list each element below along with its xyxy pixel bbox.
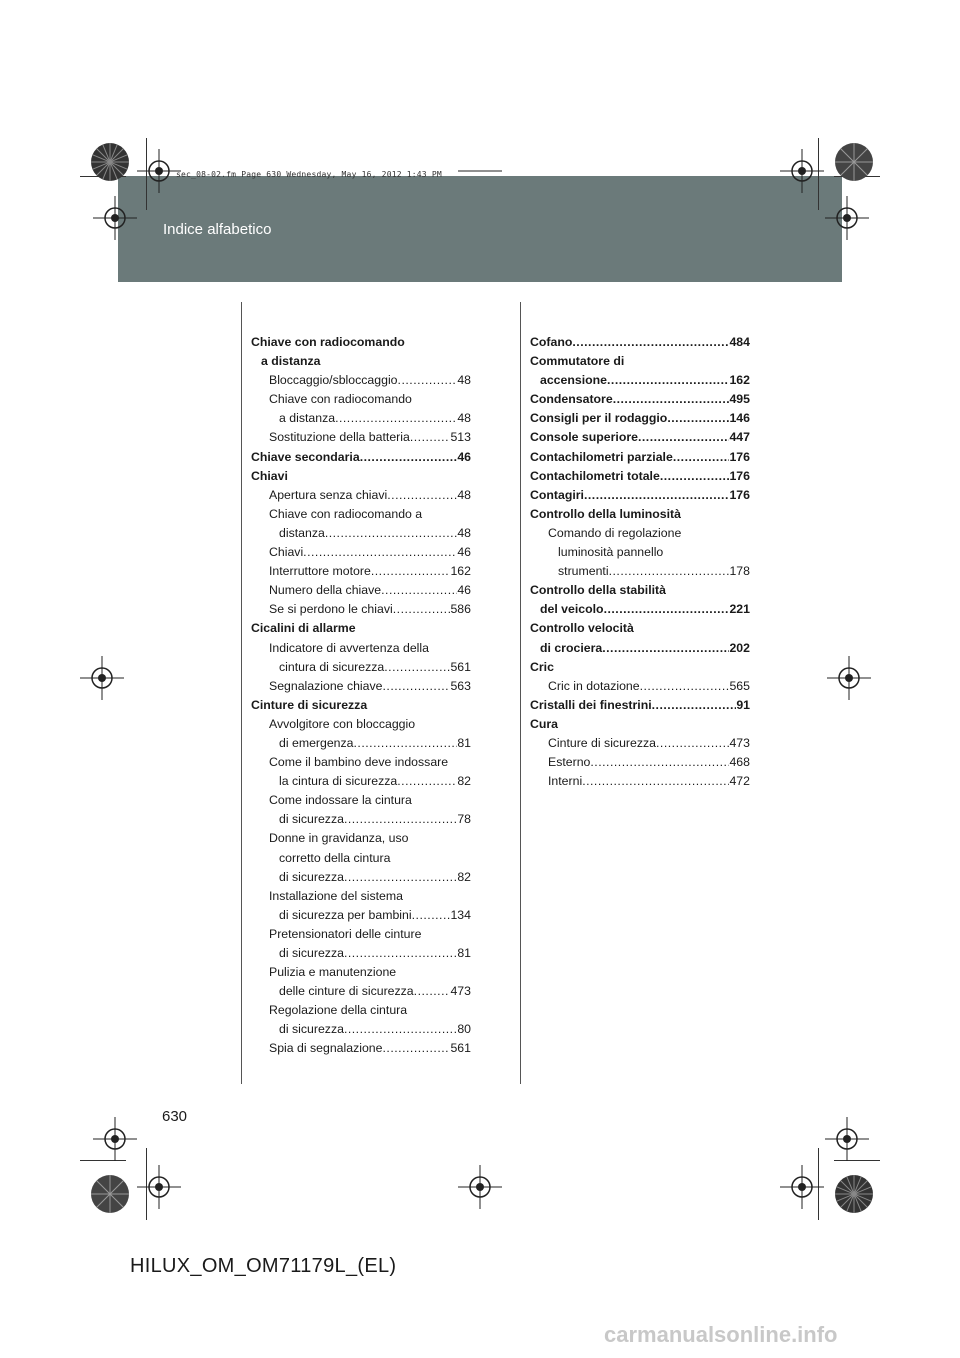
dot-leader	[383, 1039, 451, 1058]
index-entry	[530, 658, 750, 677]
dot-leader	[325, 524, 458, 543]
index-entry	[530, 696, 750, 715]
dot-leader	[660, 467, 730, 486]
index-entry-text: Condensatore	[530, 392, 613, 407]
index-entry-text: cintura di sicurezza	[279, 659, 385, 674]
watermark: carmanualsonline.info	[604, 1322, 838, 1347]
registration-crosshair-icon	[80, 656, 124, 700]
index-entry	[530, 505, 750, 524]
index-entry-page: 48	[457, 487, 471, 502]
dot-leader	[397, 772, 457, 791]
index-entry	[251, 428, 471, 447]
index-entry-page: 48	[457, 373, 471, 388]
index-entry	[530, 371, 750, 390]
registration-crosshair-icon	[827, 656, 871, 700]
dot-leader	[652, 696, 737, 715]
index-entry	[530, 448, 750, 467]
index-entry-page: 202	[729, 640, 750, 655]
index-column-left	[251, 333, 471, 1059]
index-entry	[530, 524, 750, 543]
index-entry	[251, 658, 471, 677]
index-entry	[530, 715, 750, 734]
index-entry-text: a distanza	[261, 354, 321, 369]
index-entry-text: Chiave secondaria	[251, 449, 360, 464]
index-entry	[530, 390, 750, 409]
dot-leader	[582, 772, 729, 791]
index-entry-page: 472	[729, 774, 750, 789]
dot-leader	[572, 333, 729, 352]
index-entry-text: Donne in gravidanza, uso	[269, 831, 409, 846]
index-entry-page: 561	[450, 1041, 471, 1056]
index-entry-page: 565	[729, 678, 750, 693]
dot-leader	[590, 753, 729, 772]
index-entry-text: Cofano	[530, 335, 573, 349]
index-entry-text: Controllo della stabilità	[530, 583, 666, 598]
index-entry-text: Numero della chiave	[269, 583, 382, 598]
index-entry	[251, 486, 471, 505]
dot-leader	[344, 944, 457, 963]
index-entry-page: 81	[457, 946, 471, 960]
index-entry	[530, 333, 750, 352]
dot-leader	[371, 562, 451, 581]
index-entry	[251, 944, 471, 963]
index-entry	[530, 619, 750, 638]
index-entry	[251, 409, 471, 428]
index-entry	[251, 715, 471, 734]
registration-crosshair-icon	[93, 196, 137, 240]
starburst-mark-icon	[88, 1172, 132, 1216]
dot-leader	[673, 448, 730, 467]
index-entry-text: Cura	[530, 716, 559, 731]
index-entry-page: 46	[457, 583, 471, 598]
index-entry-page: 46	[457, 449, 471, 464]
index-entry	[251, 600, 471, 619]
index-entry	[251, 1039, 471, 1058]
index-entry-page: 176	[729, 449, 750, 464]
index-entry-page: 162	[729, 373, 750, 388]
index-entry	[530, 734, 750, 753]
index-entry-text: a distanza	[279, 411, 336, 426]
index-entry-text: Chiave con radiocomando	[251, 335, 405, 349]
index-entry-page: 82	[457, 774, 471, 789]
index-entry-text: Commutatore di	[530, 354, 625, 369]
index-entry	[530, 677, 750, 696]
index-entry	[251, 448, 471, 467]
column-rule-middle	[520, 302, 521, 1084]
index-entry	[251, 639, 471, 658]
index-column-right	[530, 333, 750, 791]
starburst-mark-icon	[832, 140, 876, 184]
index-entry	[530, 753, 750, 772]
index-entry-page: 48	[457, 525, 471, 540]
column-rule-left	[241, 302, 242, 1084]
index-entry-text: Regolazione della cintura	[269, 1003, 408, 1018]
index-entry-page: 563	[450, 678, 471, 693]
index-entry-text: Contagiri	[530, 487, 584, 502]
starburst-mark-icon	[88, 140, 132, 184]
index-entry-text: del veicolo	[540, 602, 604, 617]
index-entry-text: Interruttore motore	[269, 564, 371, 579]
index-entry-page: 561	[450, 659, 471, 674]
index-entry	[530, 428, 750, 447]
section-title: Indice alfabetico	[163, 221, 272, 238]
index-entry-page: 176	[729, 468, 750, 483]
index-entry-text: Cric	[530, 659, 554, 674]
index-entry	[251, 1001, 471, 1020]
dot-leader	[414, 982, 451, 1001]
index-entry	[251, 677, 471, 696]
index-entry-text: Spia di segnalazione	[269, 1041, 383, 1056]
index-entry-page: 468	[729, 755, 750, 770]
index-entry-page: 473	[450, 984, 471, 999]
index-entry-text: Chiave con radiocomando a	[269, 506, 423, 521]
index-entry-text: Chiave con radiocomando	[269, 392, 412, 407]
index-entry-page: 162	[450, 564, 471, 579]
index-entry-page: 586	[450, 602, 471, 617]
index-entry-text: Sostituzione della batteria	[269, 430, 410, 445]
index-entry-text: di sicurezza	[279, 812, 344, 827]
index-entry-page: 495	[729, 392, 750, 407]
dot-leader	[609, 562, 730, 581]
index-entry-text: Esterno	[548, 755, 591, 770]
index-entry	[251, 772, 471, 791]
index-entry-page: 473	[729, 735, 750, 750]
registration-crosshair-icon	[137, 1165, 181, 1209]
dot-leader	[604, 600, 730, 619]
dot-leader	[354, 734, 458, 753]
index-entry-text: Chiavi	[269, 545, 304, 560]
dot-leader	[381, 581, 457, 600]
dot-leader	[638, 428, 730, 447]
dot-leader	[303, 543, 457, 562]
index-entry-text: Installazione del sistema	[269, 888, 403, 903]
index-entry-text: Comando di regolazione	[548, 525, 682, 540]
index-entry-text: Cric in dotazione	[548, 678, 640, 693]
dot-leader	[344, 810, 457, 829]
registration-crosshair-icon	[93, 1117, 137, 1161]
index-entry	[251, 371, 471, 390]
index-entry	[251, 581, 471, 600]
registration-crosshair-icon	[458, 1165, 502, 1209]
page-number: 630	[162, 1108, 188, 1125]
index-entry-text: Pulizia e manutenzione	[269, 965, 397, 980]
index-entry	[251, 925, 471, 944]
index-entry-text: Cicalini di allarme	[251, 621, 356, 636]
dot-leader	[602, 639, 729, 658]
index-entry-text: Controllo della luminosità	[530, 506, 681, 521]
index-entry-text: di sicurezza	[279, 869, 344, 884]
starburst-mark-icon	[832, 1172, 876, 1216]
index-entry-page: 484	[729, 335, 750, 349]
index-entry	[530, 581, 750, 600]
dot-leader	[412, 906, 451, 925]
registration-crosshair-icon	[825, 196, 869, 240]
index-entry	[251, 524, 471, 543]
index-entry-page: 221	[729, 602, 750, 617]
index-entry	[251, 734, 471, 753]
index-entry-page: 447	[729, 430, 750, 445]
dot-leader	[667, 409, 729, 428]
index-entry	[251, 906, 471, 925]
dot-leader	[387, 486, 457, 505]
index-entry-text: Cinture di sicurezza	[251, 697, 368, 712]
print-info: sec_08-02.fm Page 630 Wednesday, May 16, 2012 1:43 PM	[176, 170, 442, 179]
index-entry-text: corretto della cintura	[279, 850, 391, 865]
index-entry-text: Come indossare la cintura	[269, 793, 412, 808]
index-entry-text: strumenti	[558, 564, 609, 579]
index-entry	[530, 562, 750, 581]
dot-leader	[613, 390, 730, 409]
index-entry	[251, 562, 471, 581]
index-entry-text: delle cinture di sicurezza	[279, 984, 414, 999]
dot-leader	[607, 371, 729, 390]
index-entry-text: Contachilometri parziale	[530, 449, 673, 464]
index-entry	[251, 467, 471, 486]
index-entry-text: Pretensionatori delle cinture	[269, 926, 422, 941]
index-entry	[530, 600, 750, 619]
dot-leader	[656, 734, 729, 753]
index-entry-text: Bloccaggio/sbloccaggio	[269, 373, 398, 388]
index-entry-page: 80	[457, 1022, 471, 1037]
index-entry-text: Se si perdono le chiavi	[269, 602, 393, 617]
dot-leader	[640, 677, 730, 696]
index-entry	[251, 810, 471, 829]
dot-leader	[410, 428, 451, 447]
index-entry	[530, 486, 750, 505]
dot-leader	[344, 868, 457, 887]
index-entry	[251, 352, 471, 371]
index-entry	[251, 829, 471, 848]
registration-crosshair-icon	[825, 1117, 869, 1161]
index-entry-page: 178	[729, 564, 750, 579]
index-entry	[251, 887, 471, 906]
index-entry	[251, 505, 471, 524]
document-code: HILUX_OM_OM71179L_(EL)	[130, 1255, 397, 1277]
index-entry-page: 91	[736, 697, 750, 712]
index-entry-text: distanza	[279, 525, 325, 540]
index-entry-text: Interni	[548, 774, 583, 789]
index-entry	[251, 1020, 471, 1039]
dot-leader	[584, 486, 730, 505]
index-entry	[251, 333, 471, 352]
index-entry-text: accensione	[540, 373, 607, 388]
dot-leader	[384, 658, 450, 677]
dot-leader	[383, 677, 451, 696]
index-entry	[530, 543, 750, 562]
index-entry-text: di emergenza	[279, 735, 354, 750]
index-entry-text: Segnalazione chiave	[269, 678, 383, 693]
index-entry-text: di sicurezza	[279, 1022, 344, 1037]
dot-leader	[344, 1020, 457, 1039]
index-entry-page: 82	[457, 869, 471, 884]
dot-leader	[360, 448, 458, 467]
index-entry-page: 81	[457, 735, 471, 750]
index-entry	[251, 619, 471, 638]
index-entry	[530, 467, 750, 486]
registration-crosshair-icon	[458, 149, 502, 193]
index-entry	[251, 696, 471, 715]
dot-leader	[398, 371, 458, 390]
index-entry	[530, 352, 750, 371]
index-entry-text: Come il bambino deve indossare	[269, 755, 449, 770]
index-entry	[251, 982, 471, 1001]
index-entry	[530, 772, 750, 791]
index-entry-page: 48	[457, 411, 471, 426]
index-entry-text: Apertura senza chiavi	[269, 487, 388, 502]
index-entry-page: 176	[729, 487, 750, 502]
registration-crosshair-icon	[137, 149, 181, 193]
index-entry-page: 78	[457, 812, 471, 827]
index-entry-text: la cintura di sicurezza	[279, 774, 398, 789]
index-entry	[251, 791, 471, 810]
index-entry	[251, 849, 471, 868]
registration-crosshair-icon	[780, 1165, 824, 1209]
index-entry-page: 134	[450, 907, 471, 922]
index-entry-text: di sicurezza	[279, 946, 344, 960]
index-entry-text: Cinture di sicurezza	[548, 735, 656, 750]
index-entry-page: 146	[729, 411, 750, 426]
index-entry-text: Console superiore	[530, 430, 638, 445]
index-entry-text: Indicatore di avvertenza della	[269, 640, 429, 655]
index-entry-page: 46	[457, 545, 471, 560]
index-entry-page: 513	[450, 430, 471, 445]
index-entry	[251, 868, 471, 887]
index-entry-text: Avvolgitore con bloccaggio	[269, 716, 416, 731]
index-entry-text: Contachilometri totale	[530, 468, 660, 483]
index-entry-text: Controllo velocità	[530, 621, 634, 636]
index-entry	[251, 390, 471, 409]
index-entry-text: Cristalli dei finestrini	[530, 697, 652, 712]
index-entry	[530, 639, 750, 658]
dot-leader	[393, 600, 451, 619]
index-entry-text: Consigli per il rodaggio	[530, 411, 668, 426]
index-entry-text: luminosità pannello	[558, 545, 664, 560]
index-entry-text: di crociera	[540, 640, 603, 655]
index-entry	[251, 963, 471, 982]
index-entry	[251, 543, 471, 562]
index-entry-text: Chiavi	[251, 468, 288, 483]
index-entry-text: di sicurezza per bambini	[279, 907, 412, 922]
dot-leader	[335, 409, 457, 428]
registration-crosshair-icon	[780, 149, 824, 193]
index-entry	[530, 409, 750, 428]
index-entry	[251, 753, 471, 772]
